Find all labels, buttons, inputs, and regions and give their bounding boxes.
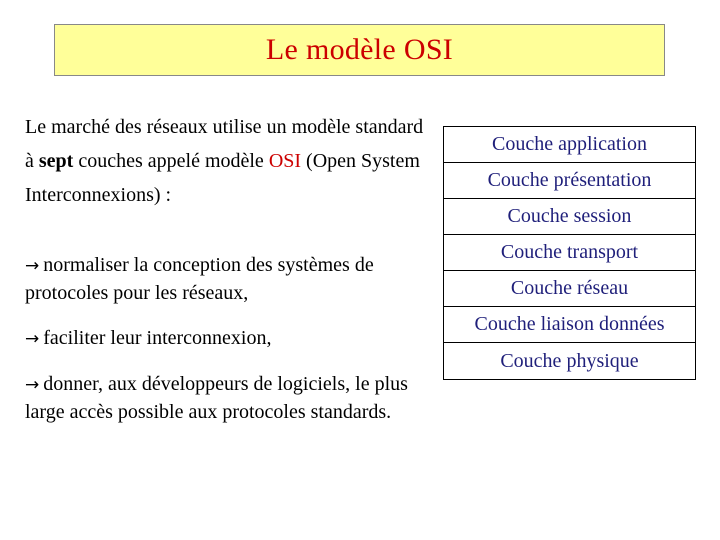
bullet-item: [25, 325, 425, 353]
bullet-list: [25, 252, 425, 426]
bullet-text: donner, aux développeurs de logiciels, le plus large accès possible aux protocoles standards.: [25, 373, 408, 423]
layer-data-link: Couche liaison données: [444, 307, 695, 343]
layer-transport: Couche transport: [444, 235, 695, 271]
bullet-text: normaliser la conception des systèmes de protocoles pour les réseaux,: [25, 254, 374, 304]
layer-application: Couche application: [444, 127, 695, 163]
bullet-item: [25, 371, 425, 426]
layer-physical: Couche physique: [500, 349, 639, 372]
right-arrow-icon: →: [25, 256, 40, 276]
title-banner: [54, 24, 665, 76]
right-arrow-icon: →: [25, 375, 40, 395]
intro-text: (Open System Interconnexions) :: [25, 150, 420, 206]
intro-text: couches appelé modèle: [73, 150, 269, 172]
intro-text: Le marché des réseaux utilise un modèle standard à: [25, 116, 424, 172]
intro-bold-word: sept: [38, 150, 74, 172]
osi-layers-table: [443, 126, 696, 380]
layer-presentation: Couche présentation: [444, 163, 695, 199]
layer-network: Couche réseau: [444, 271, 695, 307]
bullet-text: faciliter leur interconnexion,: [43, 327, 272, 349]
layer-session: Couche session: [444, 199, 695, 235]
right-arrow-icon: →: [25, 329, 40, 349]
intro-paragraph: [25, 110, 425, 212]
page-title: Le modèle OSI: [265, 33, 454, 66]
bullet-item: [25, 252, 425, 307]
intro-osi-word: OSI: [268, 150, 302, 172]
text-column: [25, 110, 425, 444]
